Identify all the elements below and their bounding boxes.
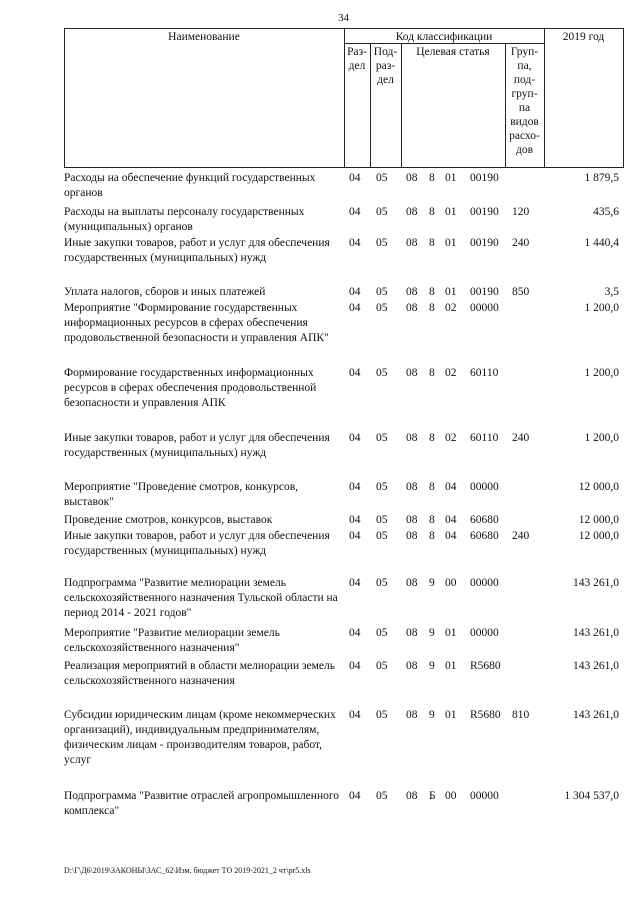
row-name: Расходы на выплаты персоналу государственных (муниципальных) органов — [64, 206, 305, 233]
row-razdel: 04 — [349, 514, 361, 526]
row-target-2: 8 — [429, 302, 435, 314]
row-name: Иные закупки товаров, работ и услуг для обеспечения государственных (муниципальных) нужд — [64, 530, 330, 557]
row-razdel: 04 — [349, 709, 361, 721]
row-target-1: 08 — [406, 514, 418, 526]
row-target-1: 08 — [406, 660, 418, 672]
row-target-3: 02 — [445, 367, 457, 379]
row-target-4: 00190 — [470, 206, 499, 218]
row-target-2: 8 — [429, 367, 435, 379]
header-left-border — [64, 28, 65, 168]
row-target-3: 02 — [445, 302, 457, 314]
row-razdel: 04 — [349, 286, 361, 298]
row-sum: 435,6 — [593, 206, 619, 218]
row-target-2: 9 — [429, 660, 435, 672]
row-sum: 143 261,0 — [573, 660, 619, 672]
header-group-divider — [544, 28, 545, 168]
row-razdel: 04 — [349, 790, 361, 802]
row-target-1: 08 — [406, 237, 418, 249]
header-target: Целевая статья — [416, 46, 490, 58]
header-right-border — [623, 28, 624, 168]
row-podrazdel: 05 — [376, 237, 388, 249]
row-group: 120 — [512, 206, 530, 218]
file-path-footer: D:\Г\Д6\2019\ЗАКОНЫ\ЗАС_62\Изм. бюджет ТО 2019-2021_2 чт\pr5.xls — [64, 866, 311, 875]
row-sum: 1 879,5 — [584, 172, 619, 184]
row-podrazdel: 05 — [376, 709, 388, 721]
row-target-4: 00000 — [470, 790, 499, 802]
row-razdel: 04 — [349, 206, 361, 218]
row-target-1: 08 — [406, 530, 418, 542]
row-target-4: R5680 — [470, 709, 501, 721]
row-target-2: 8 — [429, 514, 435, 526]
row-target-2: 9 — [429, 627, 435, 639]
row-target-1: 08 — [406, 790, 418, 802]
row-target-3: 01 — [445, 206, 457, 218]
row-target-2: 8 — [429, 530, 435, 542]
row-razdel: 04 — [349, 481, 361, 493]
row-sum: 12 000,0 — [578, 481, 619, 493]
row-target-4: 00190 — [470, 286, 499, 298]
row-razdel: 04 — [349, 660, 361, 672]
row-sum: 12 000,0 — [578, 530, 619, 542]
row-razdel: 04 — [349, 237, 361, 249]
row-target-3: 04 — [445, 481, 457, 493]
header-podrazdel-divider — [401, 43, 402, 168]
row-group: 850 — [512, 286, 530, 298]
row-podrazdel: 05 — [376, 660, 388, 672]
row-target-3: 04 — [445, 514, 457, 526]
row-target-4: 00000 — [470, 577, 499, 589]
row-target-3: 01 — [445, 237, 457, 249]
row-name: Подпрограмма "Развитие отраслей агропромышленного комплекса" — [64, 790, 340, 817]
row-podrazdel: 05 — [376, 514, 388, 526]
row-sum: 1 200,0 — [584, 432, 619, 444]
row-target-1: 08 — [406, 172, 418, 184]
row-name: Мероприятие "Проведение смотров, конкурсов, выставок" — [64, 481, 299, 508]
row-target-2: 8 — [429, 206, 435, 218]
row-name: Иные закупки товаров, работ и услуг для обеспечения государственных (муниципальных) нужд — [64, 237, 330, 264]
row-target-2: 8 — [429, 481, 435, 493]
row-razdel: 04 — [349, 432, 361, 444]
row-target-4: 60110 — [470, 367, 499, 379]
row-target-2: 8 — [429, 237, 435, 249]
row-name: Мероприятие "Формирование государственных информационных ресурсов в сферах обеспечения продовольственной безопасности и управления АПК" — [64, 302, 329, 344]
row-target-3: 01 — [445, 172, 457, 184]
row-target-4: 00000 — [470, 481, 499, 493]
row-podrazdel: 05 — [376, 790, 388, 802]
row-razdel: 04 — [349, 530, 361, 542]
row-target-2: 9 — [429, 709, 435, 721]
row-group: 810 — [512, 709, 530, 721]
row-target-1: 08 — [406, 286, 418, 298]
header-year: 2019 год — [562, 31, 605, 43]
row-target-4: 60680 — [470, 514, 499, 526]
header-podrazdel: Под- раз- дел — [373, 46, 398, 86]
row-target-3: 01 — [445, 286, 457, 298]
row-target-1: 08 — [406, 432, 418, 444]
row-sum: 1 200,0 — [584, 302, 619, 314]
row-name: Реализация мероприятий в области мелиорации земель сельскохозяйственного назначения — [64, 660, 335, 687]
row-name: Формирование государственных информационных ресурсов в сферах обеспечения продовольственной безопасности и управления АПК — [64, 367, 317, 409]
row-podrazdel: 05 — [376, 530, 388, 542]
row-target-4: 00190 — [470, 172, 499, 184]
row-podrazdel: 05 — [376, 367, 388, 379]
row-name: Проведение смотров, конкурсов, выставок — [64, 514, 273, 526]
row-podrazdel: 05 — [376, 206, 388, 218]
row-podrazdel: 05 — [376, 627, 388, 639]
row-name: Иные закупки товаров, работ и услуг для обеспечения государственных (муниципальных) нужд — [64, 432, 330, 459]
row-sum: 1 200,0 — [584, 367, 619, 379]
row-podrazdel: 05 — [376, 286, 388, 298]
row-target-4: 00000 — [470, 627, 499, 639]
row-podrazdel: 05 — [376, 172, 388, 184]
row-target-4: 60110 — [470, 432, 499, 444]
row-sum: 3,5 — [604, 286, 619, 298]
row-sum: 1 440,4 — [584, 237, 619, 249]
row-name: Расходы на обеспечение функций государственных органов — [64, 172, 316, 199]
row-razdel: 04 — [349, 577, 361, 589]
row-target-3: 04 — [445, 530, 457, 542]
row-target-1: 08 — [406, 709, 418, 721]
header-razdel: Раз- дел — [347, 46, 367, 72]
row-podrazdel: 05 — [376, 481, 388, 493]
row-target-3: 00 — [445, 790, 457, 802]
row-podrazdel: 05 — [376, 302, 388, 314]
row-name: Подпрограмма "Развитие мелиорации земель сельскохозяйственного назначения Тульской области на период 2014 - 2021 годов" — [64, 577, 338, 619]
row-sum: 1 304 537,0 — [564, 790, 619, 802]
row-name: Уплата налогов, сборов и иных платежей — [64, 286, 266, 298]
row-target-1: 08 — [406, 627, 418, 639]
row-target-3: 02 — [445, 432, 457, 444]
header-name: Наименование — [168, 31, 240, 43]
row-target-3: 01 — [445, 627, 457, 639]
row-group: 240 — [512, 237, 530, 249]
row-target-4: 00190 — [470, 237, 499, 249]
row-target-4: 00000 — [470, 302, 499, 314]
header-group: Груп- па, под- груп- па видов расхо- дов — [509, 46, 540, 156]
row-target-1: 08 — [406, 302, 418, 314]
header-code: Код классификации — [395, 31, 493, 43]
row-target-2: 8 — [429, 286, 435, 298]
row-razdel: 04 — [349, 627, 361, 639]
row-target-2: 8 — [429, 432, 435, 444]
row-target-4: R5680 — [470, 660, 501, 672]
row-podrazdel: 05 — [376, 577, 388, 589]
row-group: 240 — [512, 530, 530, 542]
row-target-1: 08 — [406, 481, 418, 493]
row-razdel: 04 — [349, 367, 361, 379]
row-target-3: 01 — [445, 660, 457, 672]
row-target-2: 8 — [429, 172, 435, 184]
row-target-1: 08 — [406, 367, 418, 379]
row-sum: 143 261,0 — [573, 709, 619, 721]
row-podrazdel: 05 — [376, 432, 388, 444]
row-name: Мероприятие "Развитие мелиорации земель сельскохозяйственного назначения" — [64, 627, 280, 654]
row-razdel: 04 — [349, 302, 361, 314]
row-sum: 12 000,0 — [578, 514, 619, 526]
row-target-3: 00 — [445, 577, 457, 589]
row-name: Субсидии юридическим лицам (кроме некоммерческих организаций), индивидуальным предпринимателям, физическим лицам - производителям товаров, работ, услуг — [64, 709, 336, 766]
row-target-4: 60680 — [470, 530, 499, 542]
page-number: 34 — [338, 12, 349, 24]
row-sum: 143 261,0 — [573, 577, 619, 589]
row-target-2: 9 — [429, 577, 435, 589]
row-sum: 143 261,0 — [573, 627, 619, 639]
row-target-2: Б — [429, 790, 436, 802]
row-target-1: 08 — [406, 206, 418, 218]
row-group: 240 — [512, 432, 530, 444]
row-razdel: 04 — [349, 172, 361, 184]
row-target-3: 01 — [445, 709, 457, 721]
row-target-1: 08 — [406, 577, 418, 589]
